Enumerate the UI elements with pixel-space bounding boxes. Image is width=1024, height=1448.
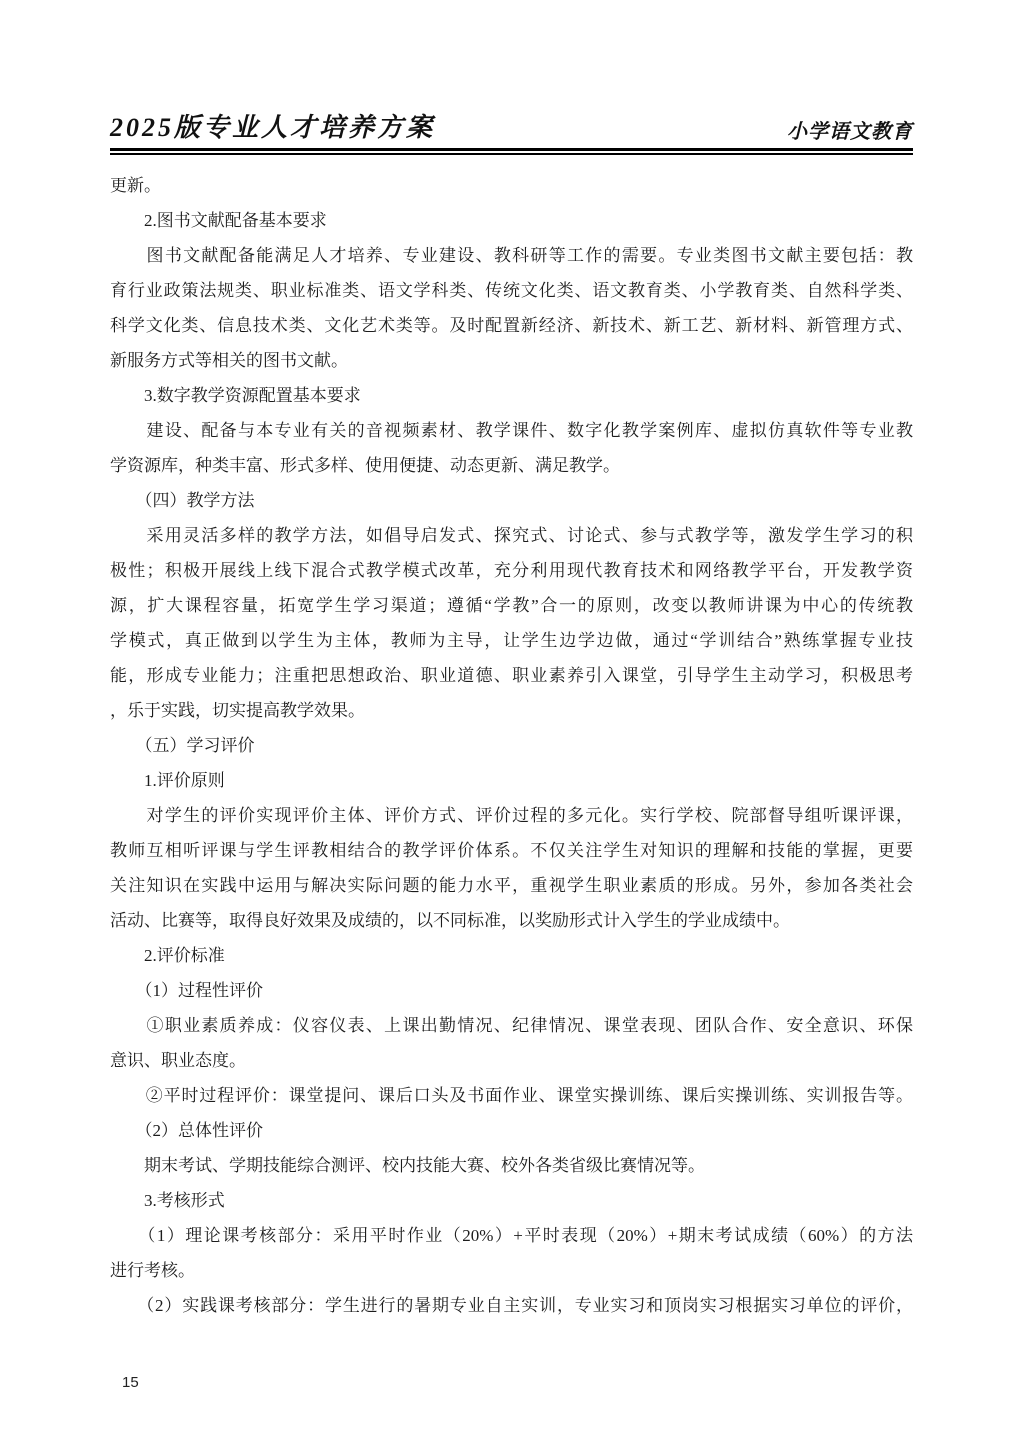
page-number: 15 xyxy=(122,1374,139,1391)
body-line: （四）教学方法 xyxy=(110,491,255,510)
body-line: （五）学习评价 xyxy=(110,736,255,755)
body-line: 3.考核形式 xyxy=(110,1191,225,1210)
header-rule-top xyxy=(110,148,913,151)
body-line: 对学生的评价实现评价主体、评价方式、评价过程的多元化。实行学校、院部督导组听课评课， xyxy=(110,806,913,825)
body-line: 活动、比赛等，取得良好效果及成绩的，以不同标准，以奖励形式计入学生的学业成绩中。 xyxy=(110,911,790,930)
body-line: （2）实践课考核部分：学生进行的暑期专业自主实训，专业实习和顶岗实习根据实习单位的评价， xyxy=(110,1296,913,1315)
body-line: 源，扩大课程容量，拓宽学生学习渠道；遵循“学教”合一的原则，改变以教师讲课为中心的传统教 xyxy=(110,596,913,615)
header-rule-bottom xyxy=(110,153,913,155)
body-line: 教师互相听评课与学生评教相结合的教学评价体系。不仅关注学生对知识的理解和技能的掌握，更要 xyxy=(110,841,913,860)
body-line: 2.图书文献配备基本要求 xyxy=(110,211,327,230)
page-header xyxy=(110,114,913,155)
body-line: 新服务方式等相关的图书文献。 xyxy=(110,351,348,370)
body-line: 3.数字教学资源配置基本要求 xyxy=(110,386,361,405)
body-line: 育行业政策法规类、职业标准类、语文学科类、传统文化类、语文教育类、小学教育类、自然科学类、 xyxy=(110,281,913,300)
body-line: 更新。 xyxy=(110,176,161,195)
body-line: （1）理论课考核部分：采用平时作业（20%）+平时表现（20%）+期末考试成绩（60%）的方法 xyxy=(110,1226,913,1245)
body-line: （2）总体性评价 xyxy=(110,1121,263,1140)
header-title-left: 2025版专业人才培养方案 xyxy=(110,113,436,142)
body-line: 建设、配备与本专业有关的音视频素材、教学课件、数字化教学案例库、虚拟仿真软件等专业教 xyxy=(110,421,913,440)
body-line: 图书文献配备能满足人才培养、专业建设、教科研等工作的需要。专业类图书文献主要包括：教 xyxy=(110,246,913,265)
body-line: 2.评价标准 xyxy=(110,946,225,965)
body-line: 关注知识在实践中运用与解决实际问题的能力水平，重视学生职业素质的形成。另外，参加各类社会 xyxy=(110,876,913,895)
document-body xyxy=(110,168,913,1323)
body-line: 极性；积极开展线上线下混合式教学模式改革，充分利用现代教育技术和网络教学平台，开发教学资 xyxy=(110,561,913,580)
body-line: （1）过程性评价 xyxy=(110,981,263,1000)
body-line: ②平时过程评价：课堂提问、课后口头及书面作业、课堂实操训练、课后实操训练、实训报告等。 xyxy=(110,1086,913,1105)
body-line: ，乐于实践，切实提高教学效果。 xyxy=(110,701,365,720)
body-line: ①职业素质养成：仪容仪表、上课出勤情况、纪律情况、课堂表现、团队合作、安全意识、环保 xyxy=(110,1016,913,1035)
body-line: 意识、职业态度。 xyxy=(110,1051,246,1070)
header-title-right: 小学语文教育 xyxy=(787,120,913,143)
body-line: 进行考核。 xyxy=(110,1261,195,1280)
body-line: 学资源库，种类丰富、形式多样、使用便捷、动态更新、满足教学。 xyxy=(110,456,620,475)
page-header-titles xyxy=(110,114,913,143)
body-line: 采用灵活多样的教学方法，如倡导启发式、探究式、讨论式、参与式教学等，激发学生学习的积 xyxy=(110,526,913,545)
body-line: 期末考试、学期技能综合测评、校内技能大赛、校外各类省级比赛情况等。 xyxy=(110,1156,705,1175)
body-line: 1.评价原则 xyxy=(110,771,225,790)
body-line: 学模式，真正做到以学生为主体，教师为主导，让学生边学边做，通过“学训结合”熟练掌握专业技 xyxy=(110,631,913,650)
body-line: 能，形成专业能力；注重把思想政治、职业道德、职业素养引入课堂，引导学生主动学习，积极思考 xyxy=(110,666,913,685)
body-line: 科学文化类、信息技术类、文化艺术类等。及时配置新经济、新技术、新工艺、新材料、新管理方式、 xyxy=(110,316,913,335)
